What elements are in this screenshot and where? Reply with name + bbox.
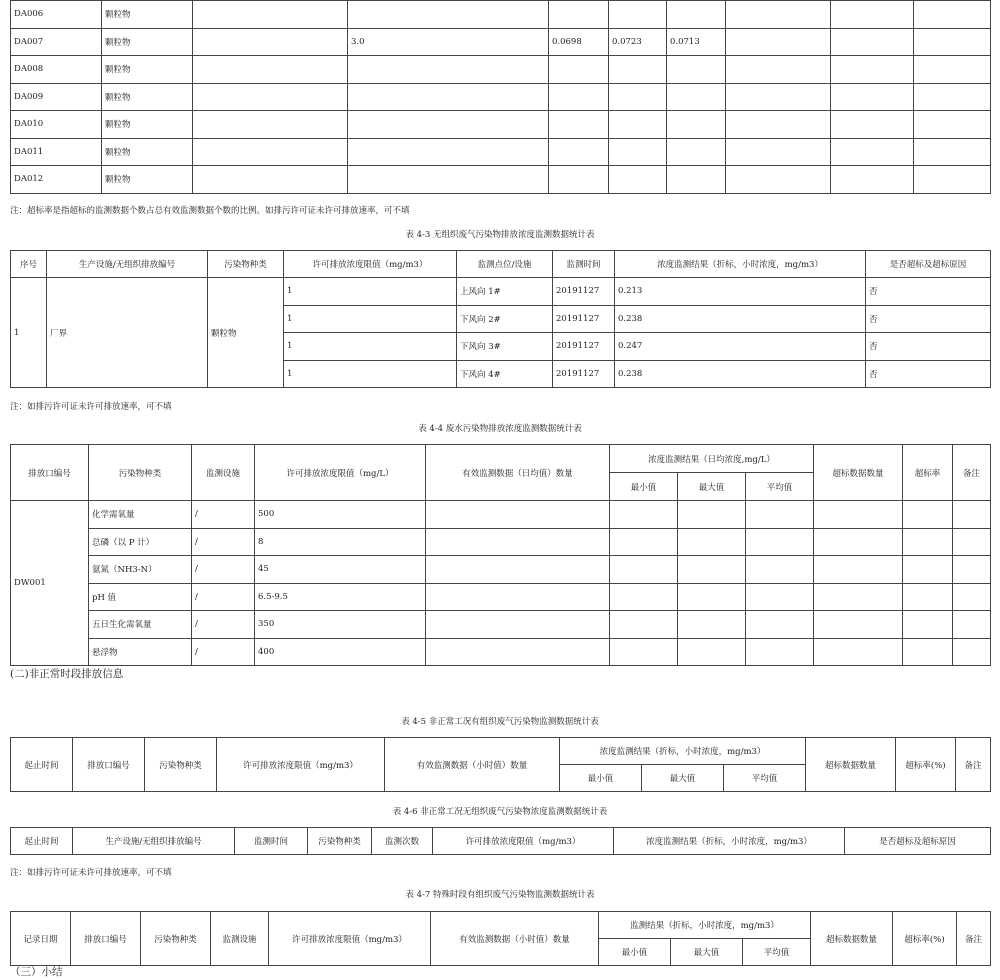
pollutant-cell: 颗粒物 [102, 138, 193, 166]
header-result: 浓度监测结果（折标，小时浓度，mg/m3） [614, 828, 845, 855]
header-pollutant: 污染物种类 [141, 912, 211, 966]
empty-cell [903, 528, 953, 556]
empty-cell [903, 638, 953, 666]
header-result: 浓度监测结果（折标，小时浓度，mg/m3） [615, 251, 866, 278]
pollutant-cell: 悬浮物 [89, 638, 192, 666]
pollutant-cell: 颗粒物 [102, 1, 193, 29]
empty-cell [610, 501, 678, 529]
table-4-7 [10, 911, 991, 966]
header-facility: 生产设施/无组织排放编号 [73, 828, 235, 855]
result-cell: 0.238 [615, 305, 866, 333]
point-cell: 上风向 1# [457, 278, 553, 306]
empty-cell [746, 583, 814, 611]
value-cell [609, 83, 667, 111]
empty-cell [831, 166, 914, 194]
value-cell [609, 1, 667, 29]
empty-cell [678, 583, 746, 611]
table-4-7-header-row-1 [11, 912, 991, 939]
header-period: 起止时间 [11, 738, 73, 792]
header-remark: 备注 [953, 445, 991, 501]
pollutant-cell: 颗粒物 [102, 83, 193, 111]
value-cell [609, 138, 667, 166]
header-valid: 有效监测数据（小时值）数量 [385, 738, 560, 792]
time-cell: 20191127 [553, 333, 615, 361]
header-pollutant: 污染物种类 [308, 828, 372, 855]
header-count: 监测次数 [372, 828, 433, 855]
empty-cell [814, 501, 903, 529]
table-4-2-note: 注：超标率是指超标的监测数据个数占总有效监测数据个数的比例。如排污许可证未许可排放速率，可不填 [10, 206, 410, 216]
value-cell: 0.0723 [609, 28, 667, 56]
outlet-id-cell: DA011 [11, 138, 102, 166]
header-time: 监测时间 [235, 828, 308, 855]
table-4-6 [10, 827, 991, 855]
empty-cell [746, 501, 814, 529]
empty-cell [746, 611, 814, 639]
empty-cell [610, 528, 678, 556]
empty-cell [914, 111, 991, 139]
header-facility: 监测设施 [192, 445, 255, 501]
pollutant-cell: pH 值 [89, 583, 192, 611]
empty-cell [726, 138, 831, 166]
value-cell [549, 138, 609, 166]
exceed-cell: 否 [866, 278, 991, 306]
outlet-id-cell: DA010 [11, 111, 102, 139]
header-min: 最小值 [599, 939, 671, 966]
header-date: 记录日期 [11, 912, 71, 966]
header-exceed-count: 超标数据数量 [811, 912, 893, 966]
empty-cell [953, 583, 991, 611]
outlet-id-cell: DW001 [11, 501, 89, 666]
empty-cell [426, 611, 610, 639]
outlet-id-cell: DA007 [11, 28, 102, 56]
empty-cell [726, 1, 831, 29]
result-cell: 0.238 [615, 360, 866, 388]
empty-cell [914, 83, 991, 111]
empty-cell [726, 56, 831, 84]
empty-cell [610, 611, 678, 639]
empty-cell [746, 528, 814, 556]
table-row [11, 638, 991, 666]
limit-cell: 1 [284, 333, 457, 361]
header-exceed-count: 超标数据数量 [814, 445, 903, 501]
header-max: 最大值 [671, 939, 743, 966]
header-avg: 平均值 [746, 473, 814, 501]
empty-cell [831, 1, 914, 29]
empty-cell [426, 556, 610, 584]
header-limit: 许可排放浓度限值（mg/m3） [433, 828, 614, 855]
exceed-cell: 否 [866, 305, 991, 333]
empty-cell [814, 583, 903, 611]
empty-cell [610, 583, 678, 611]
empty-cell [726, 166, 831, 194]
empty-cell [953, 638, 991, 666]
empty-cell [953, 556, 991, 584]
header-min: 最小值 [610, 473, 678, 501]
header-outlet: 排放口编号 [71, 912, 141, 966]
header-outlet: 排放口编号 [73, 738, 145, 792]
empty-cell [746, 638, 814, 666]
header-valid: 有效监测数据（小时值）数量 [431, 912, 599, 966]
empty-cell [193, 28, 348, 56]
seq-cell: 1 [11, 278, 47, 388]
table-4-3-header-row [11, 251, 991, 278]
table-4-2-continuation [10, 0, 991, 194]
header-max: 最大值 [642, 765, 724, 792]
empty-cell [914, 56, 991, 84]
limit-cell: 6.5-9.5 [255, 583, 426, 611]
empty-cell [678, 611, 746, 639]
empty-cell [678, 501, 746, 529]
value-cell [667, 138, 726, 166]
value-cell [348, 111, 549, 139]
outlet-id-cell: DA012 [11, 166, 102, 194]
value-cell [609, 56, 667, 84]
pollutant-cell: 化学需氧量 [89, 501, 192, 529]
value-cell [348, 83, 549, 111]
value-cell [667, 83, 726, 111]
table-row [11, 83, 991, 111]
value-cell [667, 56, 726, 84]
section-heading-2: (二)非正常时段排放信息 [10, 668, 124, 680]
value-cell [549, 83, 609, 111]
table-row [11, 111, 991, 139]
time-cell: 20191127 [553, 360, 615, 388]
limit-cell: 400 [255, 638, 426, 666]
empty-cell [678, 556, 746, 584]
empty-cell [610, 638, 678, 666]
table-row [11, 28, 991, 56]
empty-cell [193, 56, 348, 84]
table-4-4-caption: 表 4-4 废水污染物排放浓度监测数据统计表 [418, 424, 582, 434]
empty-cell [193, 166, 348, 194]
table-4-5-caption: 表 4-5 非正常工况有组织废气污染物监测数据统计表 [401, 717, 599, 727]
empty-cell [746, 556, 814, 584]
value-cell [348, 56, 549, 84]
table-4-5-header-row-1 [11, 738, 991, 765]
empty-cell [903, 611, 953, 639]
value-cell: 0.0698 [549, 28, 609, 56]
value-cell [348, 138, 549, 166]
header-remark: 备注 [957, 912, 991, 966]
header-exceed: 是否超标及超标原因 [866, 251, 991, 278]
facility-cell: / [192, 583, 255, 611]
table-4-5 [10, 737, 991, 792]
header-rate: 超标率(%) [893, 912, 957, 966]
empty-cell [678, 638, 746, 666]
table-row [11, 556, 991, 584]
empty-cell [831, 28, 914, 56]
header-avg: 平均值 [743, 939, 811, 966]
table-4-4-header-row-1 [11, 445, 991, 473]
exceed-cell: 否 [866, 360, 991, 388]
facility-cell: / [192, 556, 255, 584]
facility-cell: / [192, 528, 255, 556]
header-remark: 备注 [956, 738, 991, 792]
outlet-id-cell: DA006 [11, 1, 102, 29]
header-conc: 浓度监测结果（折标，小时浓度，mg/m3） [560, 738, 806, 765]
point-cell: 下风向 4# [457, 360, 553, 388]
outlet-id-cell: DA008 [11, 56, 102, 84]
table-row [11, 138, 991, 166]
header-valid: 有效监测数据（日均值）数量 [426, 445, 610, 501]
header-pollutant: 污染物种类 [89, 445, 192, 501]
empty-cell [903, 583, 953, 611]
value-cell: 3.0 [348, 28, 549, 56]
empty-cell [953, 611, 991, 639]
header-pollutant: 污染物种类 [208, 251, 284, 278]
table-4-3-note: 注：如排污许可证未许可排放速率，可不填 [10, 402, 172, 412]
table-4-7-caption: 表 4-7 特殊时段有组织废气污染物监测数据统计表 [405, 890, 595, 900]
table-4-6-header-row [11, 828, 991, 855]
header-point: 监测点位/设施 [457, 251, 553, 278]
time-cell: 20191127 [553, 278, 615, 306]
outlet-id-cell: DA009 [11, 83, 102, 111]
facility-cell: / [192, 501, 255, 529]
exceed-cell: 否 [866, 333, 991, 361]
value-cell [348, 1, 549, 29]
table-row [11, 528, 991, 556]
empty-cell [814, 556, 903, 584]
value-cell: 0.0713 [667, 28, 726, 56]
table-row [11, 611, 991, 639]
pollutant-cell: 总磷（以 P 计） [89, 528, 192, 556]
header-limit: 许可排放浓度限值（mg/m3） [284, 251, 457, 278]
limit-cell: 350 [255, 611, 426, 639]
table-row [11, 583, 991, 611]
limit-cell: 1 [284, 305, 457, 333]
table-row [11, 166, 991, 194]
empty-cell [426, 501, 610, 529]
empty-cell [831, 56, 914, 84]
empty-cell [726, 111, 831, 139]
table-4-4 [10, 444, 991, 666]
table-row [11, 1, 991, 29]
table-4-6-note: 注：如排污许可证未许可排放速率，可不填 [10, 868, 172, 878]
facility-cell: 厂界 [47, 278, 208, 388]
empty-cell [193, 138, 348, 166]
point-cell: 下风向 3# [457, 333, 553, 361]
facility-cell: / [192, 638, 255, 666]
empty-cell [610, 556, 678, 584]
empty-cell [814, 638, 903, 666]
header-min: 最小值 [560, 765, 642, 792]
empty-cell [426, 583, 610, 611]
value-cell [609, 166, 667, 194]
header-conc: 浓度监测结果（日均浓度,mg/L） [610, 445, 814, 473]
pollutant-cell: 颗粒物 [102, 111, 193, 139]
pollutant-cell: 颗粒物 [208, 278, 284, 388]
empty-cell [193, 111, 348, 139]
value-cell [667, 1, 726, 29]
empty-cell [831, 111, 914, 139]
value-cell [549, 56, 609, 84]
empty-cell [814, 528, 903, 556]
pollutant-cell: 氨氮（NH3-N） [89, 556, 192, 584]
limit-cell: 45 [255, 556, 426, 584]
value-cell [549, 166, 609, 194]
header-limit: 许可排放浓度限值（mg/L） [255, 445, 426, 501]
header-facility: 生产设施/无组织排放编号 [47, 251, 208, 278]
empty-cell [726, 83, 831, 111]
empty-cell [678, 528, 746, 556]
empty-cell [193, 83, 348, 111]
pollutant-cell: 颗粒物 [102, 28, 193, 56]
empty-cell [914, 28, 991, 56]
empty-cell [831, 138, 914, 166]
header-seq: 序号 [11, 251, 47, 278]
pollutant-cell: 颗粒物 [102, 166, 193, 194]
facility-cell: / [192, 611, 255, 639]
header-rate: 超标率 [903, 445, 953, 501]
table-4-6-caption: 表 4-6 非正常工况无组织废气污染物浓度监测数据统计表 [392, 807, 608, 817]
value-cell [667, 166, 726, 194]
header-limit: 许可排放浓度限值（mg/m3） [217, 738, 385, 792]
empty-cell [903, 501, 953, 529]
header-exceed: 是否超标及超标原因 [845, 828, 991, 855]
value-cell [609, 111, 667, 139]
table-4-3 [10, 250, 991, 388]
header-exceed-count: 超标数据数量 [806, 738, 896, 792]
result-cell: 0.213 [615, 278, 866, 306]
empty-cell [814, 611, 903, 639]
empty-cell [914, 138, 991, 166]
empty-cell [831, 83, 914, 111]
header-period: 起止时间 [11, 828, 73, 855]
empty-cell [726, 28, 831, 56]
pollutant-cell: 颗粒物 [102, 56, 193, 84]
value-cell [549, 111, 609, 139]
header-conc: 监测结果（折标，小时浓度，mg/m3） [599, 912, 811, 939]
header-pollutant: 污染物种类 [145, 738, 217, 792]
empty-cell [914, 166, 991, 194]
limit-cell: 500 [255, 501, 426, 529]
limit-cell: 1 [284, 278, 457, 306]
pollutant-cell: 五日生化需氧量 [89, 611, 192, 639]
limit-cell: 1 [284, 360, 457, 388]
table-row [11, 278, 991, 306]
empty-cell [903, 556, 953, 584]
section-heading-3: （三）小结 [10, 966, 63, 978]
header-facility: 监测设施 [211, 912, 269, 966]
empty-cell [426, 528, 610, 556]
value-cell [667, 111, 726, 139]
header-time: 监测时间 [553, 251, 615, 278]
empty-cell [953, 501, 991, 529]
header-outlet: 排放口编号 [11, 445, 89, 501]
empty-cell [914, 1, 991, 29]
limit-cell: 8 [255, 528, 426, 556]
empty-cell [426, 638, 610, 666]
table-row [11, 56, 991, 84]
point-cell: 下风向 2# [457, 305, 553, 333]
empty-cell [953, 528, 991, 556]
header-limit: 许可排放浓度限值（mg/m3） [269, 912, 431, 966]
table-4-3-caption: 表 4-3 无组织废气污染物排放浓度监测数据统计表 [405, 230, 595, 240]
result-cell: 0.247 [615, 333, 866, 361]
header-max: 最大值 [678, 473, 746, 501]
header-rate: 超标率(%) [896, 738, 956, 792]
table-row [11, 501, 991, 529]
value-cell [549, 1, 609, 29]
empty-cell [193, 1, 348, 29]
time-cell: 20191127 [553, 305, 615, 333]
header-avg: 平均值 [724, 765, 806, 792]
value-cell [348, 166, 549, 194]
